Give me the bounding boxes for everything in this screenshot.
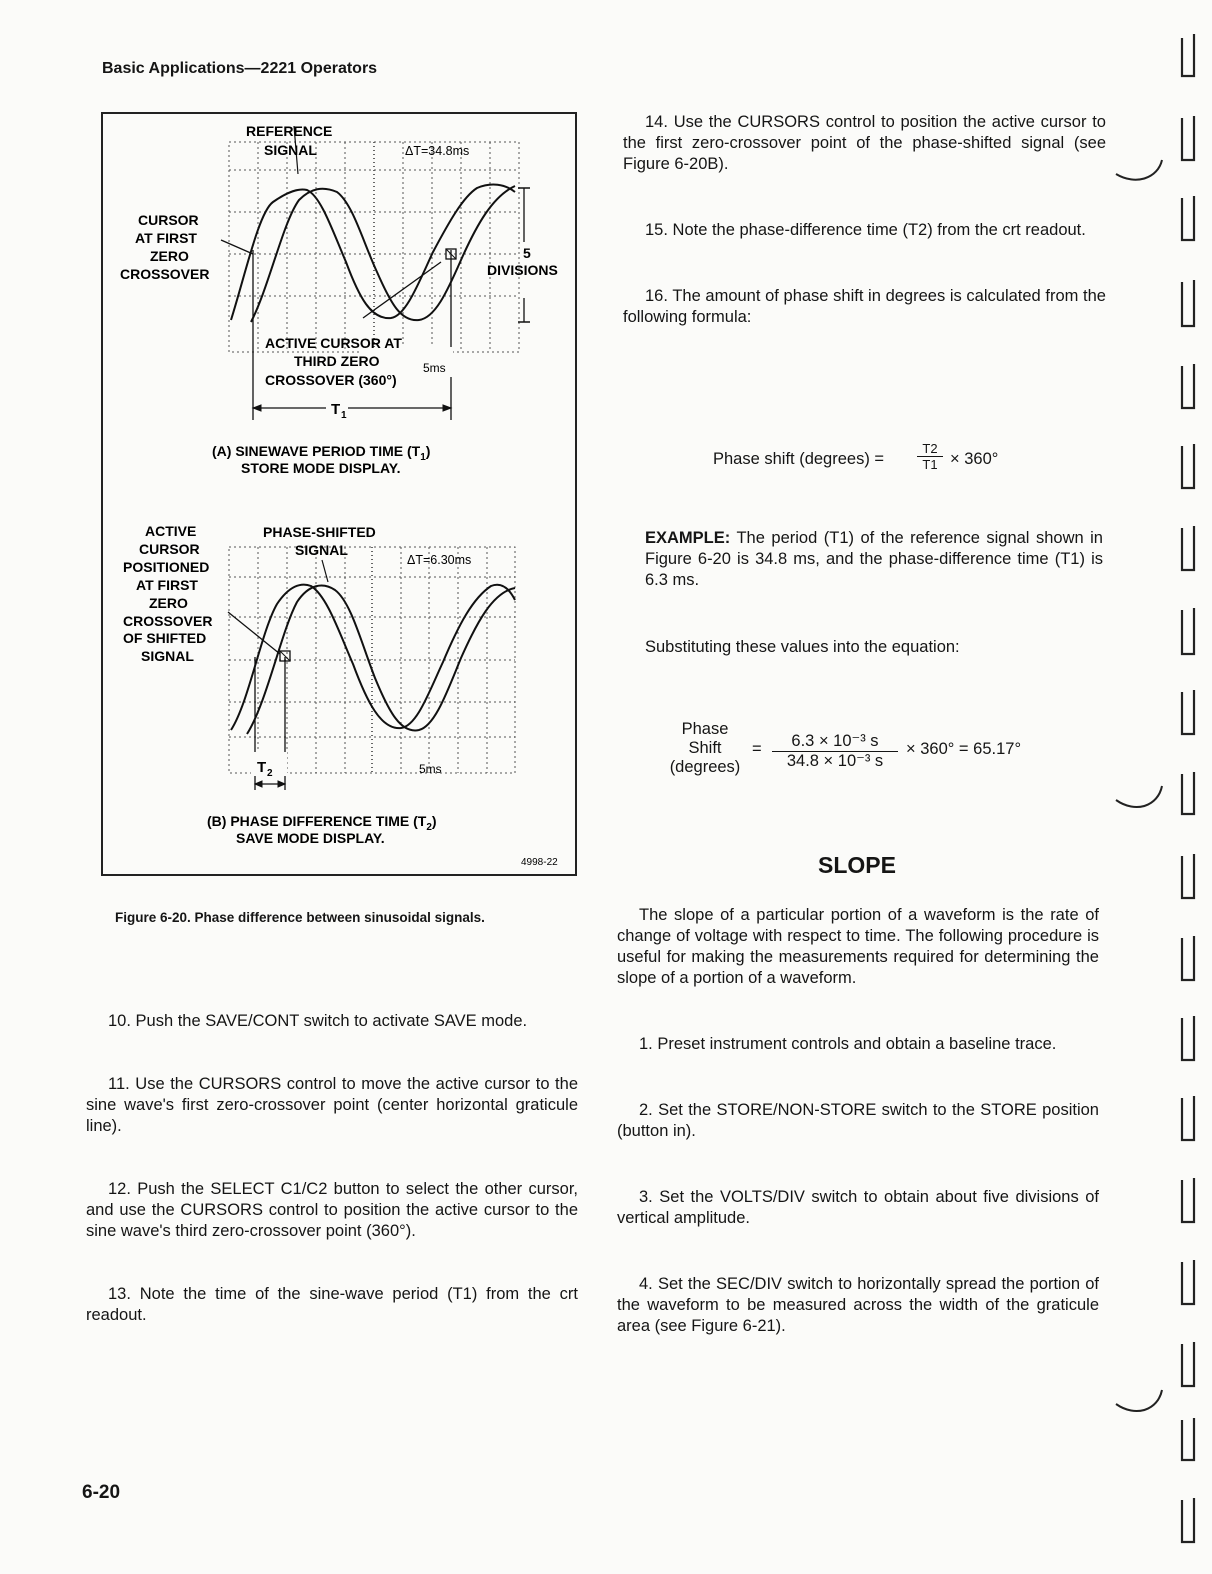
right-steps bbox=[623, 112, 1106, 328]
panel-a-caption-line-1: (A) SINEWAVE PERIOD TIME $(T_1)$ bbox=[212, 443, 431, 463]
divisions-label: DIVISIONS bbox=[487, 262, 558, 278]
t2-sub: 2 bbox=[267, 768, 273, 779]
phase-shifted-label-1: PHASE-SHIFTED bbox=[263, 524, 376, 540]
step-10: 10. Push the SAVE/CONT switch to activate SAVE mode. bbox=[108, 1012, 528, 1030]
figure-caption: Figure 6-20. Phase difference between sinusoidal signals. bbox=[115, 910, 485, 925]
divisions-number: 5 bbox=[523, 245, 531, 261]
binder-margin-marks bbox=[1110, 0, 1212, 1574]
running-head: Basic Applications—2221 Operators bbox=[102, 60, 378, 77]
page-number: 6-20 bbox=[82, 1482, 121, 1503]
panel-a-caption-line-2: STORE MODE DISPLAY. bbox=[241, 460, 401, 476]
active-cursor-line-2: THIRD ZERO bbox=[294, 353, 380, 369]
cursor-label-line-2: AT FIRST bbox=[135, 230, 197, 246]
figure-id: 4998-22 bbox=[521, 857, 558, 868]
panel-a-waves bbox=[231, 185, 515, 322]
slope-intro: The slope of a particular portion of a waveform is the rate of change of voltage with respect to time. The following procedure is useful for making the measurements required for determining the slope of a portion of a waveform. bbox=[617, 906, 1099, 987]
step-11: 11. Use the CURSORS control to move the active cursor to the sine wave's first zero-crossover point (center horizontal graticule line). bbox=[86, 1075, 578, 1135]
panel-b-left-line-4: AT FIRST bbox=[136, 577, 198, 593]
active-cursor-line-1: ACTIVE CURSOR AT bbox=[265, 335, 402, 351]
slope-step-1: 1. Preset instrument controls and obtain a baseline trace. bbox=[639, 1035, 1057, 1053]
t2-label: T bbox=[257, 759, 267, 776]
t1-sub: 1 bbox=[341, 410, 347, 421]
formula2-lhs: Phase Shift (degrees) bbox=[669, 720, 741, 776]
reference-label-1: REFERENCE bbox=[246, 123, 333, 139]
cursor-label-line-1: CURSOR bbox=[138, 212, 199, 228]
formula-phase-shift: Phase shift (degrees) = bbox=[713, 450, 885, 468]
formula2-rhs: × 360° = 65.17° bbox=[906, 740, 1022, 758]
formula-fraction: T2 T1 bbox=[917, 441, 943, 472]
step-15: 15. Note the phase-difference time (T2) from the crt readout. bbox=[645, 221, 1086, 239]
formula-rhs: × 360° bbox=[950, 450, 999, 468]
cursor-label-line-4: CROSSOVER bbox=[120, 266, 210, 282]
t1-label: T bbox=[331, 401, 341, 418]
panel-a-timebase: 5ms bbox=[423, 361, 446, 375]
panel-b-left-line-3: POSITIONED bbox=[123, 559, 210, 575]
slope-step-2: 2. Set the STORE/NON-STORE switch to the STORE position (button in). bbox=[617, 1101, 1099, 1140]
slope-section bbox=[617, 905, 1099, 1337]
panel-b-left-line-5: ZERO bbox=[149, 595, 188, 611]
panel-a-readout: ΔT=34.8ms bbox=[405, 144, 470, 158]
cursor-label-line-3: ZERO bbox=[150, 248, 189, 264]
panel-b-left-line-7: OF SHIFTED bbox=[123, 630, 207, 646]
panel-b-left-line-6: CROSSOVER bbox=[123, 613, 213, 629]
substituting-text: Substituting these values into the equation: bbox=[645, 638, 960, 656]
step-12: 12. Push the SELECT C1/C2 button to select the other cursor, and use the CURSORS control to position the active cursor to the sine wave's third zero-crossover point (360°). bbox=[86, 1180, 578, 1240]
formula2-eq: = bbox=[752, 740, 762, 758]
figure-6-20-diagram bbox=[101, 112, 577, 876]
panel-b-waves bbox=[231, 585, 515, 734]
panel-b-timebase: 5ms bbox=[419, 762, 442, 776]
panel-b-left-line-8: SIGNAL bbox=[141, 648, 194, 664]
step-16: 16. The amount of phase shift in degrees is calculated from the following formula: bbox=[623, 287, 1106, 326]
formula2-fraction: 6.3 × 10⁻³ s 34.8 × 10⁻³ s bbox=[772, 732, 898, 771]
step-13: 13. Note the time of the sine-wave period (T1) from the crt readout. bbox=[86, 1285, 578, 1324]
panel-b-readout: ΔT=6.30ms bbox=[407, 553, 472, 567]
panel-b-left-line-2: CURSOR bbox=[139, 541, 200, 557]
slope-step-4: 4. Set the SEC/DIV switch to horizontally spread the portion of the waveform to be measured across the width of the graticule area (see Figure 6-21). bbox=[617, 1275, 1099, 1335]
active-cursor-line-3: CROSSOVER (360°) bbox=[265, 372, 397, 388]
panel-b-left-line-1: ACTIVE bbox=[145, 523, 197, 539]
panel-b-graticule bbox=[229, 547, 515, 773]
example-paragraph: EXAMPLE: The period (T1) of the reference signal shown in Figure 6-20 is 34.8 ms, and the phase-difference time (T1) is 6.3 ms. bbox=[645, 529, 1103, 589]
panel-b-caption-line-2: SAVE MODE DISPLAY. bbox=[236, 830, 385, 846]
step-14: 14. Use the CURSORS control to position the active cursor to the first zero-crossover point of the phase-shifted signal (see Figure 6-20B). bbox=[623, 113, 1106, 173]
phase-shifted-label-2: SIGNAL bbox=[295, 542, 348, 558]
slope-step-3: 3. Set the VOLTS/DIV switch to obtain about five divisions of vertical amplitude. bbox=[617, 1188, 1099, 1227]
left-steps bbox=[86, 1011, 578, 1326]
slope-heading: SLOPE bbox=[818, 852, 896, 878]
panel-a-graticule bbox=[229, 142, 519, 352]
panel-b-caption-line-1: (B) PHASE DIFFERENCE TIME $(T_2)$ bbox=[207, 813, 437, 833]
reference-label-2: SIGNAL bbox=[264, 142, 317, 158]
